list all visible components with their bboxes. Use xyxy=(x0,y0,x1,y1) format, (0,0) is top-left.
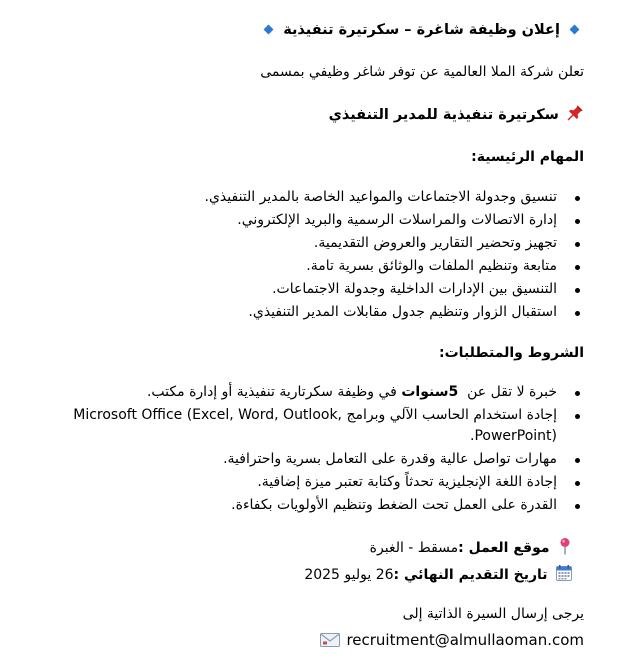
page-title: إعلان وظيفة شاغرة – سكرتيرة تنفيذية xyxy=(283,22,560,38)
deadline-label: تاريخ التقديم النهائي : xyxy=(393,567,548,583)
list-item xyxy=(10,381,584,404)
list-item: تنسيق وجدولة الاجتماعات والمواعيد الخاصة بالمدير التنفيذي. xyxy=(10,186,584,209)
page-title-line xyxy=(10,19,584,41)
location-pin-icon xyxy=(558,537,572,555)
experience-suffix: في وظيفة سكرتارية تنفيذية أو إدارة مكتب. xyxy=(146,384,397,400)
list-item: القدرة على العمل تحت الضغط وتنظيم الأولويات بكفاءة. xyxy=(10,494,584,517)
tasks-list xyxy=(10,186,584,324)
email-line xyxy=(10,629,584,651)
list-item: مهارات تواصل عالية وقدرة على التعامل بسرية واحترافية. xyxy=(10,448,584,471)
list-item: إجادة اللغة الإنجليزية تحدثاً وكتابة تعتبر ميزة إضافية. xyxy=(10,471,584,494)
requirements-list xyxy=(10,381,584,517)
requirements-heading: الشروط والمتطلبات: xyxy=(439,345,584,361)
intro-text: تعلن شركة الملا العالمية عن توفر شاغر وظيفي بمسمى xyxy=(260,64,584,80)
deadline-line xyxy=(10,564,572,586)
list-item: تجهيز وتحضير التقارير والعروض التقديمية. xyxy=(10,232,584,255)
email-link[interactable] xyxy=(320,631,584,649)
pushpin-icon xyxy=(566,104,584,122)
role-title: سكرتيرة تنفيذية للمدير التنفيذي xyxy=(328,107,559,123)
email-address[interactable]: recruitment@almullaoman.com xyxy=(346,631,584,649)
deadline-value: 26 يوليو 2025 xyxy=(304,567,394,583)
list-item: إجادة استخدام الحاسب الآلي وبرامج Microsoft Office (Excel, Word, Outlook, PowerPoint). xyxy=(10,404,584,448)
list-item: التنسيق بين الإدارات الداخلية وجدولة الاجتماعات. xyxy=(10,278,584,301)
list-item: إدارة الاتصالات والمراسلات الرسمية والبريد الإلكتروني. xyxy=(10,209,584,232)
location-value: مسقط - الغبرة xyxy=(369,540,459,556)
role-line xyxy=(10,104,584,126)
list-item: استقبال الزوار وتنظيم جدول مقابلات المدير التنفيذي. xyxy=(10,301,584,324)
calendar-icon xyxy=(556,565,572,581)
list-item: متابعة وتنظيم الملفات والوثائق بسرية تامة. xyxy=(10,255,584,278)
envelope-icon xyxy=(320,632,340,648)
cta-text: يرجى إرسال السيرة الذاتية إلى xyxy=(402,606,584,622)
location-line xyxy=(10,537,572,559)
diamond-icon xyxy=(264,24,274,34)
location-label: موقع العمل : xyxy=(458,540,550,556)
experience-prefix: خبرة لا تقل عن xyxy=(467,384,557,400)
experience-years: 5سنوات xyxy=(401,384,459,400)
tasks-heading: المهام الرئيسية: xyxy=(471,149,584,165)
diamond-icon xyxy=(570,24,580,34)
